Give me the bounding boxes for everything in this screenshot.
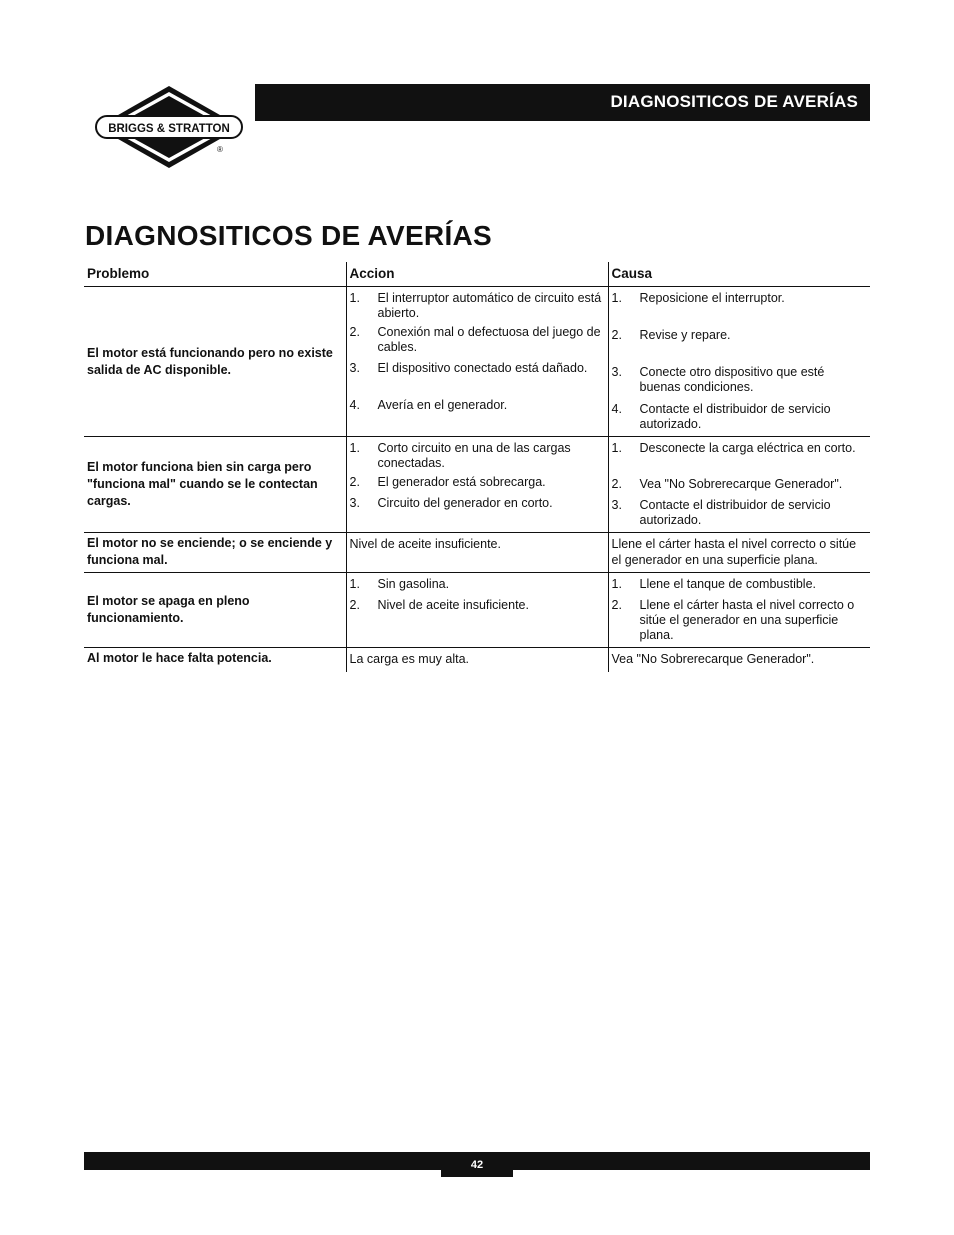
action-cell [346, 287, 608, 437]
page-title: DIAGNOSITICOS DE AVERÍAS [85, 220, 493, 251]
registered-mark: ® [217, 145, 223, 154]
cause-cell [608, 437, 870, 533]
list-item: 2. Vea "No Sobrerecarque Generador". [611, 477, 843, 491]
problem-cell: Al motor le hace falta potencia. [87, 651, 272, 665]
list-item: 3. Circuito del generador en corto. [349, 496, 553, 510]
list-item: 1. Llene el tanque de combustible. [611, 577, 817, 591]
list-item: 2. El generador está sobrecarga. [349, 475, 546, 489]
column-header-cause: Causa [608, 262, 870, 287]
list-item: 2. Revise y repare. [611, 328, 731, 342]
troubleshooting-table [84, 262, 870, 672]
action-cell [346, 437, 608, 533]
list-item: 3. El dispositivo conectado está dañado. [349, 361, 588, 375]
cause-cell [608, 573, 870, 648]
table-row [84, 573, 870, 648]
problem-cell: El motor se apaga en pleno funcionamiento. [84, 573, 346, 648]
action-cell [346, 573, 608, 648]
page-number: 42 [441, 1152, 513, 1177]
list-item: 4. Contacte el distribuidor de servicio autorizado. [611, 402, 831, 431]
logo-diamond-icon [94, 85, 244, 169]
list-item: 1. El interruptor automático de circuito está abierto. [349, 291, 602, 320]
table-row [84, 648, 870, 672]
list-item: 1. Desconecte la carga eléctrica en corto. [611, 441, 856, 455]
list-item: 4. Avería en el generador. [349, 398, 508, 412]
section-title: DIAGNOSITICOS DE AVERÍAS [610, 92, 858, 111]
list-item: 1. Corto circuito en una de las cargas conectadas. [349, 441, 571, 470]
table-row [84, 533, 870, 573]
column-header-problem: Problemo [84, 262, 346, 287]
column-header-action: Accion [346, 262, 608, 287]
list-item: 1. Sin gasolina. [349, 577, 450, 591]
action-cell: Nivel de aceite insuficiente. [346, 533, 608, 573]
table-row [84, 287, 870, 437]
list-item: 1. Reposicione el interruptor. [611, 291, 785, 305]
logo-text: BRIGGS & STRATTON [108, 123, 230, 135]
table-row [84, 437, 870, 533]
list-item: 2. Nivel de aceite insuficiente. [349, 598, 529, 612]
briggs-stratton-logo [94, 85, 244, 169]
list-item: 2. Conexión mal o defectuosa del juego de cables. [349, 325, 601, 354]
action-cell: La carga es muy alta. [346, 648, 608, 672]
cause-cell: Llene el cárter hasta el nivel correcto o sitúe el generador en una superficie plana. [608, 533, 870, 573]
cause-cell: Vea "No Sobrerecarque Generador". [608, 648, 870, 672]
problem-cell: El motor está funcionando pero no existe salida de AC disponible. [84, 287, 346, 437]
list-item: 3. Contacte el distribuidor de servicio autorizado. [611, 498, 831, 527]
list-item: 3. Conecte otro dispositivo que esté buenas condiciones. [611, 365, 825, 394]
problem-cell: El motor funciona bien sin carga pero "funciona mal" cuando se le contectan cargas. [84, 437, 346, 533]
table-header-row [84, 262, 870, 287]
cause-cell [608, 287, 870, 437]
list-item: 2. Llene el cárter hasta el nivel correcto o sitúe el generador en una superficie plana. [611, 598, 855, 642]
section-header-bar [255, 84, 870, 121]
problem-cell: El motor no se enciende; o se enciende y funciona mal. [84, 533, 346, 573]
